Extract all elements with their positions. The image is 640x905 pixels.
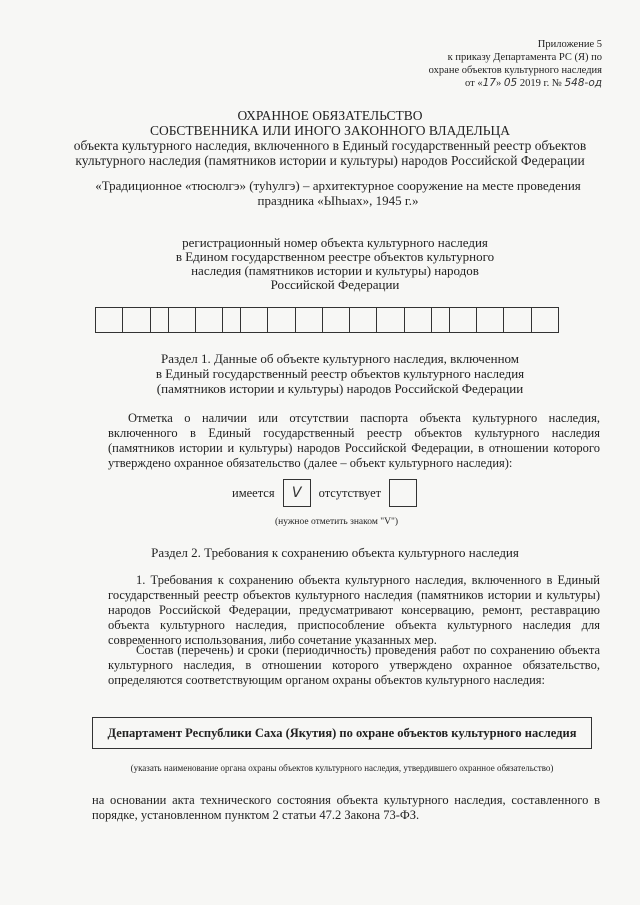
section-1-heading: Раздел 1. Данные об объекте культурного наследия, включенном в Единый государственный реестр объектов культурного наследия (памятников истории и культуры) народов Российской Федерации (155, 351, 525, 396)
registration-caption: регистрационный номер объекта культурного наследия в Едином государственном реестре объектов культурного наследия (памятников истории и культуры) народов Российской Федерации (175, 235, 495, 292)
checkbox-instruction: (нужное отметить знаком "V") (275, 517, 398, 527)
object-name: «Традиционное «тюсюлгэ» (туhулгэ) – архитектурное сооружение на месте проведения праздника «Ыһыах», 1945 г.» (95, 178, 581, 208)
reg-separator (151, 308, 169, 332)
reg-digit-box[interactable] (323, 308, 350, 332)
reg-digit-box[interactable] (196, 308, 223, 332)
reg-digit-box[interactable] (350, 308, 377, 332)
reg-digit-box[interactable] (450, 308, 477, 332)
appendix-header (392, 38, 602, 90)
reg-separator (223, 308, 241, 332)
reg-digit-box[interactable] (477, 308, 504, 332)
passport-checkboxes (232, 478, 425, 508)
reg-digit-box[interactable] (532, 308, 558, 332)
requirements-paragraph-1: 1. Требования к сохранению объекта культурного наследия, включенного в Единый государственный реестр объектов культурного наследия (памятников истории и культуры) народов Российской Федерации, предусматривают консервацию, ремонт, реставрацию объекта культурного наследия, приспособление объекта культурного наследия для современного использования, либо сочетание указанных мер. (108, 573, 600, 647)
reg-digit-box[interactable] (169, 308, 196, 332)
check-mark: V (291, 485, 302, 501)
reg-digit-box[interactable] (241, 308, 268, 332)
order-department: охране объектов культурного наследия (428, 65, 602, 76)
requirements-paragraph-2: Состав (перечень) и сроки (периодичность) проведения работ по сохранению объекта культурного наследия, в отношении которого утверждено охранное обязательство, определяются соответствующим органом охраны объектов культурного наследия: (108, 643, 600, 687)
appendix-label: Приложение 5 (537, 39, 602, 50)
no-passport-label: отсутствует (318, 485, 382, 500)
has-passport-checkbox[interactable] (283, 479, 311, 507)
reg-digit-box[interactable] (123, 308, 150, 332)
no-passport-checkbox[interactable] (389, 479, 417, 507)
authority-name-field[interactable]: Департамент Республики Саха (Якутия) по охране объектов культурного наследия (92, 717, 592, 749)
registration-number-boxes[interactable] (95, 307, 559, 333)
authority-field-instruction: (указать наименование органа охраны объектов культурного наследия, утвердившего охранное обязательство) (130, 763, 554, 773)
order-date-line: от «17» 05 2019 г. № 548-од (465, 77, 602, 89)
handwritten-month: 05 (503, 77, 518, 89)
reg-digit-box[interactable] (405, 308, 432, 332)
basis-paragraph: на основании акта технического состояния объекта культурного наследия, составленного в порядке, установленном пунктом 2 статьи 47.2 Закона 73-ФЗ. (92, 793, 600, 822)
reg-digit-box[interactable] (296, 308, 323, 332)
reg-separator (432, 308, 450, 332)
reg-digit-box[interactable] (377, 308, 404, 332)
reg-digit-box[interactable] (504, 308, 531, 332)
reg-digit-box[interactable] (268, 308, 295, 332)
handwritten-day: 17 (482, 77, 496, 89)
reg-digit-box[interactable] (96, 308, 123, 332)
order-reference: к приказу Департамента РС (Я) по (447, 52, 602, 63)
has-passport-label: имеется (232, 485, 275, 500)
handwritten-number: 548-од (564, 77, 602, 89)
document-title: ОХРАННОЕ ОБЯЗАТЕЛЬСТВО СОБСТВЕННИКА ИЛИ ИНОГО ЗАКОННОГО ВЛАДЕЛЬЦА объекта культурного наследия, включенного в Единый государственный реестр объектов культурного наследия (памятников истории и культуры) народов Российской Федерации (73, 108, 587, 168)
section-2-heading: Раздел 2. Требования к сохранению объекта культурного наследия (151, 545, 519, 560)
passport-paragraph: Отметка о наличии или отсутствии паспорта объекта культурного наследия, включенного в Единый государственный реестр объектов культурного наследия (памятников истории и культуры) народов Российской Федерации, в отношении которого утверждено охранное обязательство (далее – объект культурного наследия): (108, 411, 600, 470)
